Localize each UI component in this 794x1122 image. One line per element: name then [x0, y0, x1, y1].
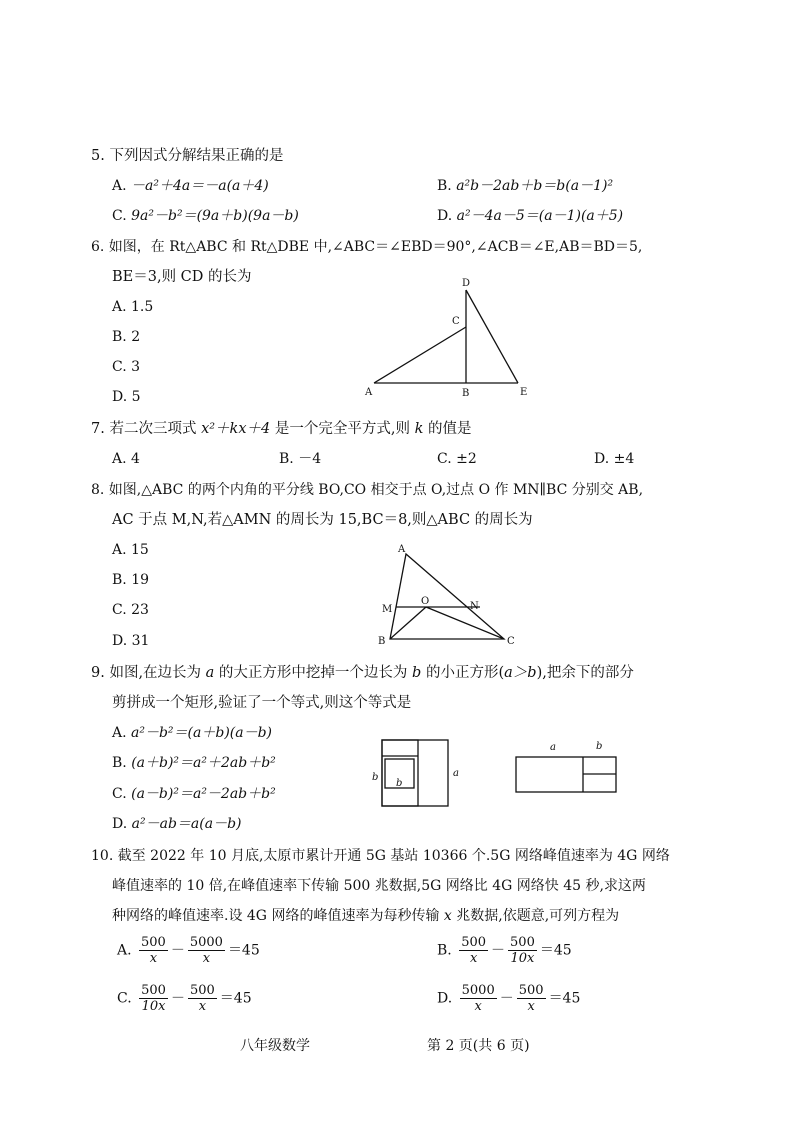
q10-stem-line2: 峰值速率的 10 倍,在峰值速率下传输 500 兆数据,5G 网络比 4G 网络快 45 秒,求这两: [112, 878, 646, 894]
q10-d-fraction-1: $\frac{5000}{x}$: [461, 983, 495, 1014]
q10-option-d[interactable]: D. $\frac{5000}{x}$ － $\frac{500}{x}$ ＝45: [437, 983, 581, 1014]
q9-stem-line1: 9. 如图,在边长为 a 的大正方形中挖掉一个边长为 b 的小正方形(a＞b),把余下的部分: [91, 665, 634, 681]
q10-option-c[interactable]: C. $\frac{500}{10x}$ － $\frac{500}{x}$ ＝45: [117, 983, 252, 1014]
q9-option-c[interactable]: C. (a－b)²＝a²－2ab＋b²: [112, 786, 276, 802]
q6-option-d[interactable]: D. 5: [112, 389, 141, 405]
q6-label-d: D: [462, 278, 471, 289]
q6-label-c: C: [452, 316, 460, 327]
q5-option-a[interactable]: A. －a²＋4a＝－a(a＋4): [112, 178, 269, 194]
q10-c-fraction-2: $\frac{500}{x}$: [189, 983, 215, 1014]
q9-label-b-outer: b: [372, 772, 379, 783]
q5-option-c[interactable]: C. 9a²－b²＝(9a＋b)(9a－b): [112, 208, 299, 224]
footer-page-number: 第 2 页(共 6 页): [427, 1038, 530, 1054]
q8-label-m: M: [382, 604, 393, 615]
q9-large-square: [382, 740, 448, 806]
q7-stem: 7. 若二次三项式 x²＋kx＋4 是一个完全平方式,则 k 的值是: [91, 421, 472, 437]
q10-b-fraction-2: $\frac{500}{10x}$: [510, 935, 535, 966]
q8-label-n: N: [470, 601, 479, 612]
q9-rect-label-a: a: [550, 742, 556, 753]
q10-b-fraction-1: $\frac{500}{x}$: [461, 935, 487, 966]
q8-label-a: A: [398, 544, 406, 555]
q10-c-fraction-1: $\frac{500}{10x}$: [141, 983, 166, 1014]
q8-label-b: B: [378, 636, 386, 647]
q9-large-square-figure: [368, 734, 464, 809]
q6-option-b[interactable]: B. 2: [112, 329, 141, 345]
q6-triangle-figure: [360, 272, 540, 402]
q8-segment-oc: [426, 607, 504, 639]
q8-stem-line2: AC 于点 M,N,若△AMN 的周长为 15,BC＝8,则△ABC 的周长为: [112, 512, 533, 528]
q5-option-b[interactable]: B. a²b－2ab＋b＝b(a－1)²: [437, 178, 614, 194]
q6-option-c[interactable]: C. 3: [112, 359, 141, 375]
q10-a-fraction-1: $\frac{500}{x}$: [141, 935, 166, 966]
q9-option-d[interactable]: D. a²－ab＝a(a－b): [112, 816, 242, 832]
q9-left-strip: [382, 740, 418, 806]
q10-stem-line3: 种网络的峰值速率.设 4G 网络的峰值速率为每秒传输 x 兆数据,依题意,可列方程为: [112, 908, 620, 924]
q7-option-c[interactable]: C. ±2: [437, 451, 477, 467]
q8-triangle-figure: [376, 540, 526, 650]
q6-segment-de: [466, 290, 518, 383]
q9-label-a: a: [453, 768, 459, 779]
q6-label-b: B: [462, 388, 470, 399]
q9-rectangle-figure: [512, 736, 622, 796]
q7-option-a[interactable]: A. 4: [112, 451, 140, 467]
q6-label-a: A: [365, 387, 373, 398]
footer-subject: 八年级数学: [240, 1038, 310, 1054]
q9-label-b-inner: b: [396, 778, 403, 789]
q6-segment-ac: [374, 327, 466, 383]
q10-a-fraction-2: $\frac{5000}{x}$: [189, 935, 223, 966]
q10-option-b[interactable]: B. $\frac{500}{x}$ － $\frac{500}{10x}$ ＝45: [437, 935, 572, 966]
q9-rect-label-b: b: [596, 741, 603, 752]
q8-triangle-abc: [390, 554, 504, 639]
q5-stem: 5. 下列因式分解结果正确的是: [91, 148, 284, 164]
q10-option-a[interactable]: A. $\frac{500}{x}$ － $\frac{5000}{x}$ ＝45: [117, 935, 260, 966]
q8-option-b[interactable]: B. 19: [112, 572, 150, 588]
q6-stem-line2: BE＝3,则 CD 的长为: [112, 269, 252, 285]
q8-stem-line1: 8. 如图,△ABC 的两个内角的平分线 BO,CO 相交于点 O,过点 O 作 MN∥BC 分别交 AB,: [91, 482, 644, 498]
q9-option-b[interactable]: B. (a＋b)²＝a²＋2ab＋b²: [112, 755, 276, 771]
q7-option-d[interactable]: D. ±4: [594, 451, 635, 467]
q5-option-d[interactable]: D. a²－4a－5＝(a－1)(a＋5): [437, 208, 624, 224]
q10-stem-line1: 10. 截至 2022 年 10 月底,太原市累计开通 5G 基站 10366 个.5G 网络峰值速率为 4G 网络: [91, 848, 670, 864]
q10-d-fraction-2: $\frac{500}{x}$: [518, 983, 544, 1014]
q9-stem-line2: 剪拼成一个矩形,验证了一个等式,则这个等式是: [112, 695, 412, 711]
q8-option-a[interactable]: A. 15: [112, 542, 149, 558]
q8-label-c: C: [507, 636, 515, 647]
q9-option-a[interactable]: A. a²－b²＝(a＋b)(a－b): [112, 725, 273, 741]
q6-option-a[interactable]: A. 1.5: [112, 299, 154, 315]
q8-option-d[interactable]: D. 31: [112, 633, 150, 649]
q6-label-e: E: [520, 387, 528, 398]
q8-option-c[interactable]: C. 23: [112, 602, 149, 618]
q6-stem-line1: 6. 如图，在 Rt△ABC 和 Rt△DBE 中,∠ABC＝∠EBD＝90°,∠ACB＝∠E,AB＝BD＝5,: [91, 239, 643, 255]
q8-label-o: O: [421, 596, 430, 607]
q7-option-b[interactable]: B. －4: [279, 451, 322, 467]
